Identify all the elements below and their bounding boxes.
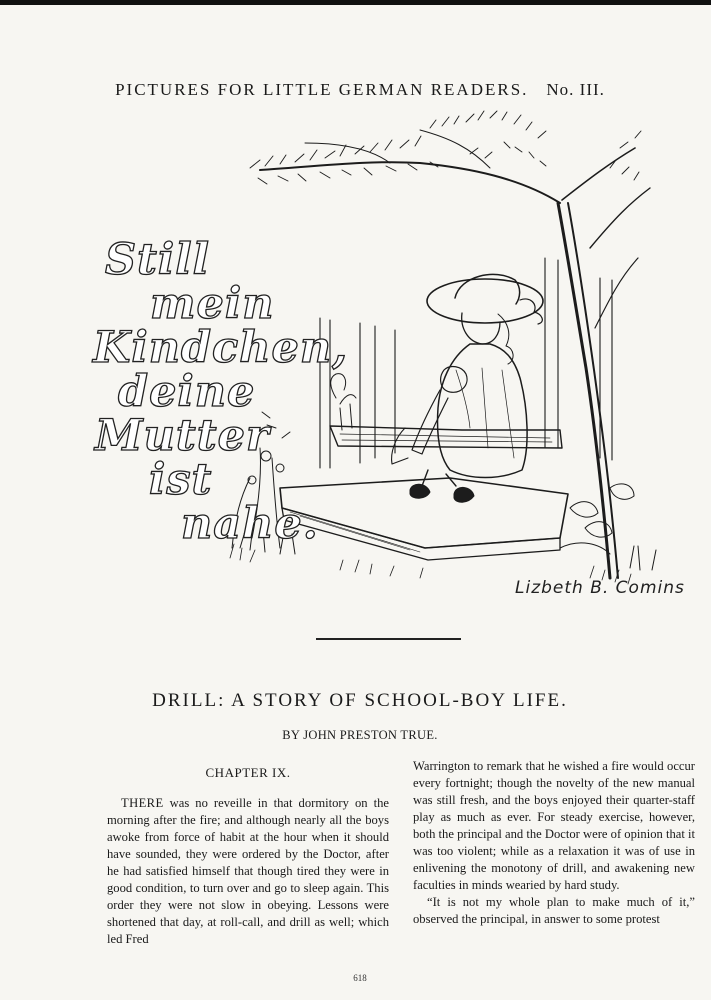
top-border xyxy=(0,0,711,5)
header-number: No. III. xyxy=(546,80,605,99)
verse-line: Kindchen, xyxy=(93,323,349,373)
article-byline: BY JOHN PRESTON TRUE. xyxy=(282,728,438,742)
paragraph: “It is not my whole plan to make much of it,” observed the principal, in answer to some protest xyxy=(413,895,695,926)
chapter-heading: CHAPTER IX. xyxy=(205,765,291,780)
verse-line: Mutter xyxy=(95,411,270,461)
header-title: PICTURES FOR LITTLE GERMAN READERS. xyxy=(115,80,529,99)
page-header xyxy=(60,80,660,100)
verse-line: deine xyxy=(118,367,256,417)
text-column-right xyxy=(413,758,695,928)
divider-rule xyxy=(316,638,461,640)
verse-line: nahe. xyxy=(181,499,319,549)
verse-line: Still xyxy=(105,235,210,285)
german-verse xyxy=(85,235,349,549)
paragraph: Warrington to remark that he wished a fire would occur every fortnight; though the novelty of the new manual was still fresh, and the boys enjoyed their quarter-staff play as much as ever. For steady exercise, however, both the principal and the Doctor were of opinion that it was too violent; while as a relaxation it was of use in enlivening the monotony of drill, and awakening new faculties in minds wearied by hard study. xyxy=(413,759,695,892)
verse-line: mein xyxy=(150,279,275,329)
article-title: DRILL: A STORY OF SCHOOL-BOY LIFE. xyxy=(152,690,568,711)
text-column-left xyxy=(107,758,389,948)
page-number: 618 xyxy=(353,973,367,983)
lead-word: THERE xyxy=(121,796,164,810)
paragraph-text: was no reveille in that dormitory on the morning after the fire; and although nearly all the boys awoke from force of habit at the hour when it should have sounded, they were ordered by the Doctor, after he had satisfied himself that though tired they were in good condition, to turn over and go to sleep again. This order they were not slow in obeying. Lessons were shortened that day, at roll-call, and drill as well; which led Fred xyxy=(107,796,389,946)
verse-line: ist xyxy=(149,455,213,505)
paragraph xyxy=(107,795,389,948)
artist-signature: Lizbeth B. Comins xyxy=(515,578,685,598)
